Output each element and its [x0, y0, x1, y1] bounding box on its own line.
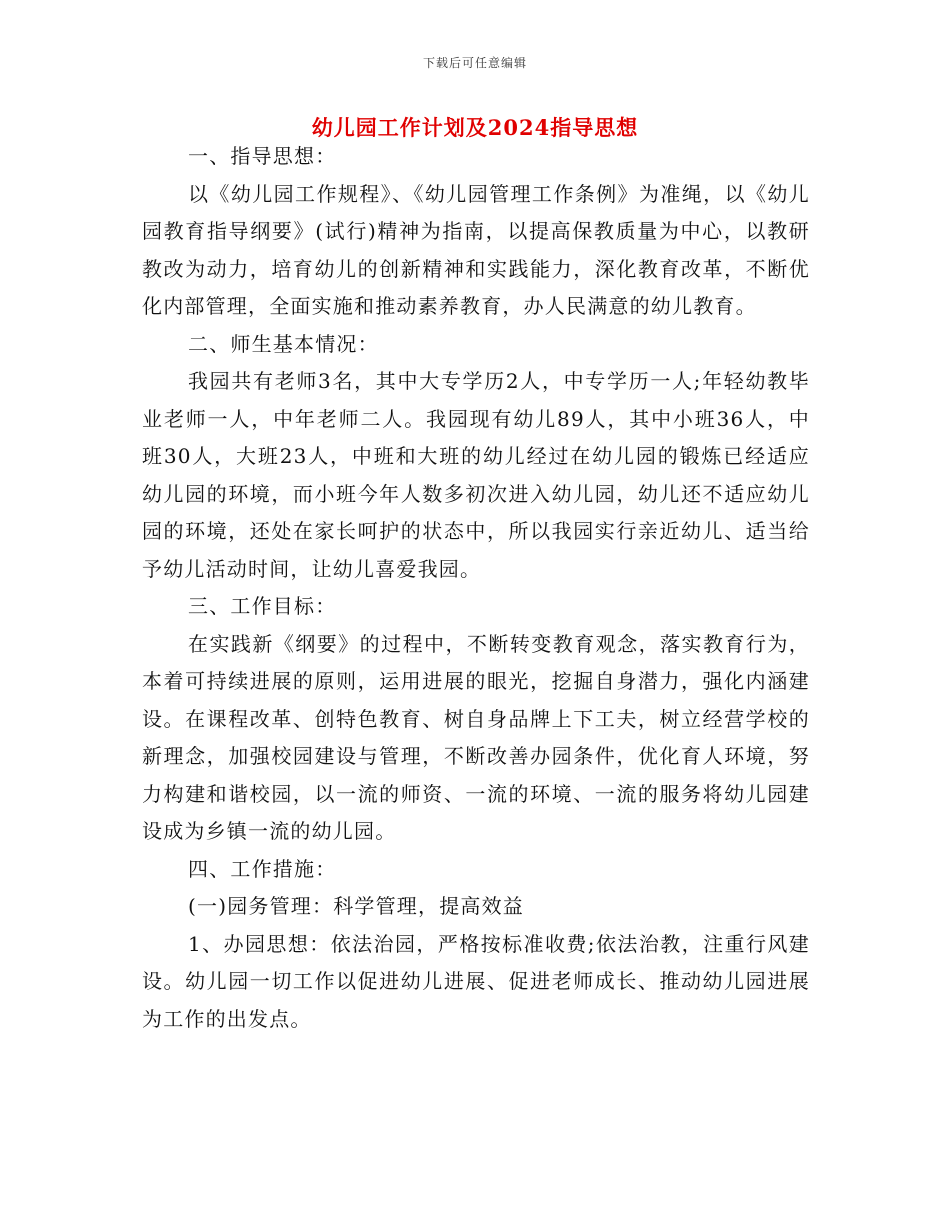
subsection-heading: (一)园务管理：科学管理，提高效益 [188, 894, 525, 918]
document-body [142, 138, 810, 1038]
section-heading: 四、工作措施： [188, 856, 337, 881]
section-heading: 二、师生基本情况： [188, 331, 379, 356]
body-paragraph: 以《幼儿园工作规程》、《幼儿园管理工作条例》为准绳，以《幼儿园教育指导纲要》(试行)精神为指南，以提高保教质量为中心，以教研教改为动力，培育幼儿的创新精神和实践能力，深化教育改革，不断优化内部管理，全面实施和推动素养教育，办人民满意的幼儿教育。 [142, 181, 810, 318]
header-note: 下载后可任意编辑 [422, 56, 527, 70]
body-paragraph: 在实践新《纲要》的过程中，不断转变教育观念，落实教育行为，本着可持续进展的原则，运用进展的眼光，挖掘自身潜力，强化内涵建设。在课程改革、创特色教育、树自身品牌上下工夫，树立经营学校的新理念，加强校园建设与管理，不断改善办园条件，优化育人环境，努力构建和谐校园，以一流的师资、一流的环境、一流的服务将幼儿园建设成为乡镇一流的幼儿园。 [142, 631, 810, 843]
body-paragraph: 我园共有老师3名，其中大专学历2人，中专学历一人;年轻幼教毕业老师一人，中年老师二人。我园现有幼儿89人，其中小班36人，中班30人，大班23人，中班和大班的幼儿经过在幼儿园的锻炼已经适应幼儿园的环境，而小班今年人数多初次进入幼儿园，幼儿还不适应幼儿园的环境，还处在家长呵护的状态中，所以我园实行亲近幼儿、适当给予幼儿活动时间，让幼儿喜爱我园。 [142, 369, 810, 581]
section-heading: 三、工作目标： [188, 594, 337, 618]
section-heading: 一、指导思想： [188, 144, 337, 168]
document-title: 幼儿园工作计划及2024指导思想 [311, 115, 639, 140]
body-paragraph: 1、办园思想：依法治园，严格按标准收费;依法治教，注重行风建设。幼儿园一切工作以促进幼儿进展、促进老师成长、推动幼儿园进展为工作的出发点。 [142, 931, 810, 1031]
